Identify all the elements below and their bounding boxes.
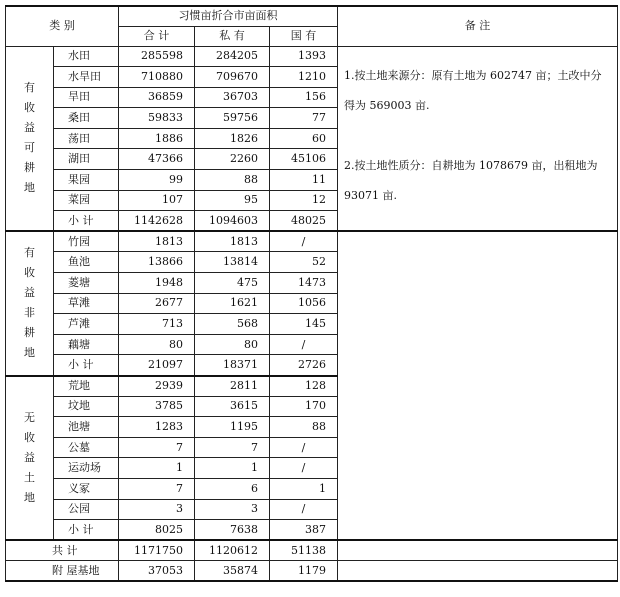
remarks-blank xyxy=(338,231,618,540)
cell-private: 59756 xyxy=(195,108,270,129)
cell-state: 52 xyxy=(270,252,338,273)
cell-private: 1813 xyxy=(195,231,270,252)
cell-state: 51138 xyxy=(270,540,338,561)
table-row xyxy=(6,46,618,67)
cell-state: 1 xyxy=(270,478,338,499)
cell-private: 1195 xyxy=(195,417,270,438)
row-label: 公墓 xyxy=(54,437,119,458)
cell-private: 1120612 xyxy=(195,540,270,561)
cell-state: 48025 xyxy=(270,211,338,232)
row-label: 水旱田 xyxy=(54,67,119,88)
cell-private: 95 xyxy=(195,190,270,211)
cell-state: 170 xyxy=(270,396,338,417)
header-category: 类 别 xyxy=(6,6,119,46)
group-label-text: 有收益非耕地 xyxy=(24,246,35,360)
cell-private: 1826 xyxy=(195,128,270,149)
header-area-title: 习惯亩折合市亩面积 xyxy=(119,6,338,26)
cell-state: 1056 xyxy=(270,293,338,314)
cell-total: 21097 xyxy=(119,355,195,376)
cell-private: 1 xyxy=(195,458,270,479)
row-label: 荒地 xyxy=(54,376,119,397)
cell-private: 88 xyxy=(195,170,270,191)
cell-private: 18371 xyxy=(195,355,270,376)
cell-private: 7 xyxy=(195,437,270,458)
appendix-row-label: 附 屋基地 xyxy=(6,561,119,582)
cell-state: 45106 xyxy=(270,149,338,170)
cell-total: 1171750 xyxy=(119,540,195,561)
cell-total: 80 xyxy=(119,334,195,355)
cell-state: 2726 xyxy=(270,355,338,376)
land-area-table-sheet xyxy=(5,5,617,582)
cell-state: 145 xyxy=(270,314,338,335)
row-label: 运动场 xyxy=(54,458,119,479)
cell-total: 107 xyxy=(119,190,195,211)
cell-total: 3785 xyxy=(119,396,195,417)
cell-total: 13866 xyxy=(119,252,195,273)
cell-total: 7 xyxy=(119,478,195,499)
group-label-text: 无收益土地 xyxy=(24,410,35,504)
cell-total: 2939 xyxy=(119,376,195,397)
row-label: 公园 xyxy=(54,499,119,520)
cell-state: 12 xyxy=(270,190,338,211)
row-label: 竹园 xyxy=(54,231,119,252)
cell-private: 80 xyxy=(195,334,270,355)
cell-total: 99 xyxy=(119,170,195,191)
header-state: 国 有 xyxy=(270,26,338,46)
remark-text: 1.按土地来源分：原有土地为 602747 亩；土改中分得为 569003 亩. xyxy=(344,68,602,112)
cell-total: 7 xyxy=(119,437,195,458)
row-label: 藕塘 xyxy=(54,334,119,355)
cell-private: 7638 xyxy=(195,520,270,541)
row-label: 草滩 xyxy=(54,293,119,314)
row-label: 桑田 xyxy=(54,108,119,129)
cell-total: 3 xyxy=(119,499,195,520)
remark-text: 2.按土地性质分：自耕地为 1078679 亩，出租地为 93071 亩. xyxy=(344,158,598,202)
row-label: 鱼池 xyxy=(54,252,119,273)
grand-total-row-label: 共 计 xyxy=(6,540,119,561)
appendix-row xyxy=(6,561,618,582)
cell-total: 1886 xyxy=(119,128,195,149)
cell-state: / xyxy=(270,499,338,520)
row-label: 果园 xyxy=(54,170,119,191)
cell-state: 77 xyxy=(270,108,338,129)
header-remarks: 备 注 xyxy=(338,6,618,46)
cell-state: 1179 xyxy=(270,561,338,582)
remarks-cell xyxy=(338,46,618,231)
cell-state: / xyxy=(270,437,338,458)
cell-total: 713 xyxy=(119,314,195,335)
group-label xyxy=(6,376,54,541)
cell-total: 1948 xyxy=(119,273,195,294)
header-total: 合 计 xyxy=(119,26,195,46)
table-row xyxy=(6,231,618,252)
row-label: 菜园 xyxy=(54,190,119,211)
group-label xyxy=(6,231,54,375)
row-label: 荡田 xyxy=(54,128,119,149)
cell-total: 1813 xyxy=(119,231,195,252)
cell-state: 1210 xyxy=(270,67,338,88)
row-label: 小 计 xyxy=(54,355,119,376)
row-label: 池塘 xyxy=(54,417,119,438)
cell-total: 47366 xyxy=(119,149,195,170)
row-label: 旱田 xyxy=(54,87,119,108)
cell-state: / xyxy=(270,231,338,252)
cell-total: 1283 xyxy=(119,417,195,438)
cell-total: 8025 xyxy=(119,520,195,541)
cell-private: 36703 xyxy=(195,87,270,108)
row-label: 芦滩 xyxy=(54,314,119,335)
row-label: 义冢 xyxy=(54,478,119,499)
cell-total: 36859 xyxy=(119,87,195,108)
row-label: 坟地 xyxy=(54,396,119,417)
cell-private: 284205 xyxy=(195,46,270,67)
cell-state: 1473 xyxy=(270,273,338,294)
row-label: 水田 xyxy=(54,46,119,67)
cell-total: 1 xyxy=(119,458,195,479)
cell-private: 13814 xyxy=(195,252,270,273)
cell-private: 35874 xyxy=(195,561,270,582)
cell-private: 475 xyxy=(195,273,270,294)
row-label: 小 计 xyxy=(54,211,119,232)
cell-private: 6 xyxy=(195,478,270,499)
cell-state: 387 xyxy=(270,520,338,541)
cell-private: 1621 xyxy=(195,293,270,314)
cell-state: 156 xyxy=(270,87,338,108)
cell-state: / xyxy=(270,458,338,479)
header-private: 私 有 xyxy=(195,26,270,46)
row-label: 湖田 xyxy=(54,149,119,170)
cell-private: 1094603 xyxy=(195,211,270,232)
row-label: 小 计 xyxy=(54,520,119,541)
remarks-blank xyxy=(338,561,618,582)
cell-private: 568 xyxy=(195,314,270,335)
cell-private: 3 xyxy=(195,499,270,520)
cell-state: 128 xyxy=(270,376,338,397)
cell-state: 11 xyxy=(270,170,338,191)
land-area-table xyxy=(5,5,618,582)
cell-state: 88 xyxy=(270,417,338,438)
cell-total: 59833 xyxy=(119,108,195,129)
cell-total: 37053 xyxy=(119,561,195,582)
cell-total: 2677 xyxy=(119,293,195,314)
group-label-text: 有收益可耕地 xyxy=(24,81,35,195)
cell-total: 1142628 xyxy=(119,211,195,232)
cell-private: 3615 xyxy=(195,396,270,417)
group-label xyxy=(6,46,54,231)
cell-private: 2811 xyxy=(195,376,270,397)
row-label: 菱塘 xyxy=(54,273,119,294)
remarks-blank xyxy=(338,540,618,561)
cell-state: / xyxy=(270,334,338,355)
cell-state: 1393 xyxy=(270,46,338,67)
cell-total: 285598 xyxy=(119,46,195,67)
cell-private: 2260 xyxy=(195,149,270,170)
cell-private: 709670 xyxy=(195,67,270,88)
cell-total: 710880 xyxy=(119,67,195,88)
grand-total-row xyxy=(6,540,618,561)
cell-state: 60 xyxy=(270,128,338,149)
